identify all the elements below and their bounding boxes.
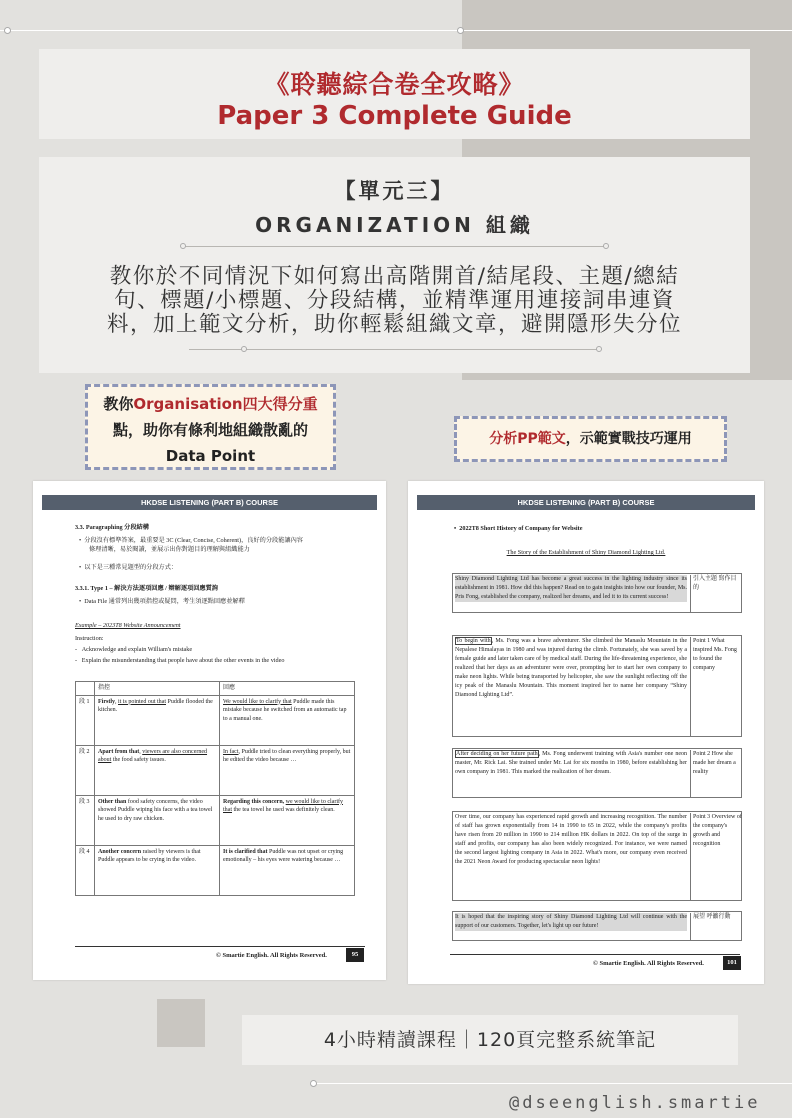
story-title: The Story of the Establishment of Shiny Diamond Lighting Ltd. <box>506 549 666 556</box>
cell-bold: It is clarified that <box>223 848 268 855</box>
unit-box <box>39 157 750 373</box>
table-cell <box>220 745 355 795</box>
paragraph-annotation: Point 3 Overview of the company's growth and recognition <box>690 813 742 901</box>
cell-underline: We would like to clarify that <box>223 698 292 705</box>
cell-underline: viewers are also concerned about <box>98 748 208 763</box>
unit-divider-bottom <box>189 349 599 350</box>
unit-label-en: ORGANIZATION 組織 <box>255 213 534 237</box>
paragraph-table <box>75 681 355 896</box>
divider-dot-icon <box>596 346 602 352</box>
social-handle: @dseenglish.smartie <box>509 1093 761 1113</box>
callout-right <box>454 416 727 462</box>
top-divider-line <box>0 30 792 31</box>
connector-phrase: To begin with <box>456 638 491 644</box>
table-row-label: 段 4 <box>76 845 95 895</box>
bullet-3: • Data File 通常列出幾項指控或疑問，考生須逐點回應並解釋 <box>79 598 245 605</box>
cell-text: food safety concerns, the video showed Puddle wiping his face with a tea towel he used to dry raw chicken. <box>98 798 213 822</box>
title-en: Paper 3 Complete Guide <box>217 101 572 131</box>
story-paragraph-2 <box>452 635 742 737</box>
footer-copyright: © Smartie English. All Rights Reserved. <box>216 952 327 959</box>
table-cell <box>95 845 220 895</box>
page-header: HKDSE LISTENING (PART B) COURSE <box>417 495 755 510</box>
bullet-text: 以下是三種常見題型的分段方式： <box>84 564 178 571</box>
cell-bold: Apart from that <box>98 748 140 755</box>
instruction-text: Acknowledge and explain William's mistake <box>81 646 193 653</box>
subsection-heading: 3.3.1. Type 1 – 解決方法逐項回應 / 辯解逐項回應質詢 <box>75 585 218 592</box>
cell-text: , <box>115 698 118 705</box>
cell-text: Puddle made this mistake because he switched from an automatic tap to a manual one. <box>223 698 347 722</box>
table-cell <box>220 845 355 895</box>
title-box <box>39 49 750 139</box>
cell-underline: we would like to clarify that <box>223 798 343 813</box>
story-paragraph-5 <box>452 911 742 941</box>
line-dot-icon <box>4 27 11 34</box>
table-corner <box>76 682 95 696</box>
table-cell <box>95 695 220 745</box>
callout-left <box>85 384 336 470</box>
desc-line: 句、標題/小標題、分段結構，並精準運用連接詞串連資 <box>114 288 675 313</box>
example-title: Example – 2023T8 Website Announcement <box>75 622 181 629</box>
desc-line: 教你於不同情況下如何寫出高階開首/結尾段、主題/總結 <box>109 264 680 289</box>
title-zh: 《聆聽綜合卷全攻略》 <box>264 70 525 99</box>
page-number: 101 <box>723 956 741 970</box>
table-cell <box>95 795 220 845</box>
desc-line: 料，加上範文分析，助你輕鬆組織文章，避開隱形失分位 <box>106 312 682 337</box>
cell-text: , <box>139 748 143 755</box>
unit-label-zh: 【單元三】 <box>334 179 455 203</box>
table-header: 指控 <box>95 682 220 696</box>
callout-right-red: 分析PP範文 <box>489 431 566 447</box>
cell-bold: Firstly <box>98 698 115 705</box>
story-paragraph-4 <box>452 811 742 901</box>
footer-copyright: © Smartie English. All Rights Reserved. <box>593 960 704 967</box>
table-row-label: 段 3 <box>76 795 95 845</box>
cell-text: the food safety issues. <box>111 757 166 763</box>
footer-rule <box>75 946 365 947</box>
section-heading: 3.3. Paragraphing 分段結構 <box>75 524 149 531</box>
instruction-2: - Explain the misunderstanding that people have about the other events in the video <box>75 657 285 664</box>
table-row-label: 段 1 <box>76 695 95 745</box>
footer-rule <box>450 954 740 955</box>
instruction-1: - Acknowledge and explain William's mistake <box>75 646 193 653</box>
cell-bold: Regarding this concern <box>223 798 283 805</box>
bullet-1: • 分段沒有標準答案，最重要是 3C (Clear, Concise, Coherent)，良好的分段能讓內容 條理清晰，易於閱讀，並展示出你對題目的理解與組織能力 <box>79 536 369 554</box>
instruction-label: Instruction: <box>75 635 104 642</box>
cell-text: , Puddle tried to clean everything properly, but he edited the video because … <box>223 748 351 763</box>
page-header: HKDSE LISTENING (PART B) COURSE <box>42 495 377 510</box>
paragraph-text: Shiny Diamond Lighting Ltd has become a great success in the lighting industry since its establishment in 1981. How did this happen? Read on to gain insights into how our founder, Ms. Pris Fong, established the company, realized her dreams, and led it to its current success! <box>455 576 687 600</box>
paragraph-text: It is hoped that the inspiring story of Shiny Diamond Lighting Ltd will continue with the support of our customers. Together, let's light up our future! <box>455 914 687 929</box>
callout-left-line2: 點，助你有條利地組織散亂的 <box>112 421 308 439</box>
table-row-label: 段 2 <box>76 745 95 795</box>
cell-text: the tea towel he used was definitely clean. <box>232 807 335 813</box>
bottom-divider-line <box>310 1083 792 1084</box>
divider-dot-icon <box>241 346 247 352</box>
cell-text: Puddle flooded the kitchen. <box>98 698 213 713</box>
table-cell: Regarding this concern, we would like to clarify that the tea towel he used was definitely clean. <box>220 795 355 845</box>
paragraph-annotation: 引入主題 寫作目的 <box>690 575 742 613</box>
paragraph-text: Over time, our company has experienced rapid growth and increasing recognition. The number of staff has grown exponentially from 14 in 1990 to 65 in 2022, while the company's profits have risen from 20 million in 1990 to 214 million HK dollars in 2022. On top of the surge in staff and profits, our company has also been widely recognized. For instance, we were named the second largest lighting company in Asia in 2022. What's more, our company even received the 2021 Neon Award for producing spectacular neon lights! <box>455 814 687 865</box>
callout-right-rest: ，示範實戰技巧運用 <box>565 431 692 447</box>
cell-underline: it is pointed out that <box>118 698 166 705</box>
callout-left-pre: 教你 <box>103 395 134 413</box>
cell-underline: In fact <box>223 748 239 755</box>
table-cell <box>220 695 355 745</box>
paragraph-annotation: Point 1 What inspired Ms. Fong to found the company <box>690 637 742 737</box>
callout-left-line3: Data Point <box>165 447 256 465</box>
connector-phrase: After deciding on her future path <box>456 751 538 757</box>
decorative-square <box>157 999 205 1047</box>
paragraph-text: , Ms. Fong underwent training with Asia's number one neon master, Mr. Rick Lai. She trained under Mr. Lai for six months in 1980, before establishing her own company in 1981. This marked the realization of her dream. <box>455 751 687 775</box>
cell-bold: Another concern <box>98 848 142 855</box>
table-header: 回應 <box>220 682 355 696</box>
divider-dot-icon <box>180 243 186 249</box>
paragraph-annotation: Point 2 How she made her dream a reality <box>690 750 742 798</box>
callout-left-red: Organisation四大得分重 <box>133 395 318 413</box>
instruction-text: Explain the misunderstanding that people have about the other events in the video <box>81 657 285 664</box>
bullet-text: 分段沒有標準答案，最重要是 3C (Clear, Concise, Coherent)，良好的分段能讓內容 <box>84 537 303 544</box>
table-cell <box>95 745 220 795</box>
bullet-heading: • 2022T8 Short History of Company for Website <box>454 525 583 532</box>
paragraph-text: , Ms. Fong was a brave adventurer. She climbed the Manaslu Mountain in the Nepalese Himalayas in 1980 and was injured during the climb. Fortunately, she was saved by a female guide and later taken care of by medical staff. During the life-threatening experience, she realized that her days as an adventurer were over, prompting her to start her own company to make neon lights. While being transported by helicopter, she saw the sunlight reflecting off the icy peak of the Manaslu Mountain. This moment inspired her to name her company “Shiny Diamond Lighting Ltd”. <box>455 638 687 698</box>
paragraph-annotation: 展望 呼籲行動 <box>690 913 742 941</box>
cell-bold: Other than <box>98 798 127 805</box>
line-dot-icon <box>310 1080 317 1087</box>
cell-text: Puddle was not upset or crying emotionally – his eyes were watering because … <box>223 848 344 863</box>
bullet-text: 條理清晰，易於閱讀，並展示出你對題目的理解與組織能力 <box>89 546 250 553</box>
page-number: 95 <box>346 948 364 962</box>
story-paragraph-1 <box>452 573 742 613</box>
bullet-text: Data File 通常列出幾項指控或疑問，考生須逐點回應並解釋 <box>84 598 245 605</box>
cell-text: raised by viewers is that Puddle appears to be crying in the video. <box>98 848 201 863</box>
divider-dot-icon <box>603 243 609 249</box>
course-info-bar: 4小時精讀課程｜120頁完整系統筆記 <box>242 1015 738 1065</box>
sample-page-right <box>408 481 764 984</box>
sample-page-left <box>33 481 386 980</box>
bullet-text: 2022T8 Short History of Company for Website <box>459 525 583 532</box>
unit-description <box>59 265 730 337</box>
bullet-2: • 以下是三種常見題型的分段方式： <box>79 564 178 571</box>
line-dot-icon <box>457 27 464 34</box>
story-paragraph-3 <box>452 748 742 798</box>
unit-divider <box>183 246 606 247</box>
